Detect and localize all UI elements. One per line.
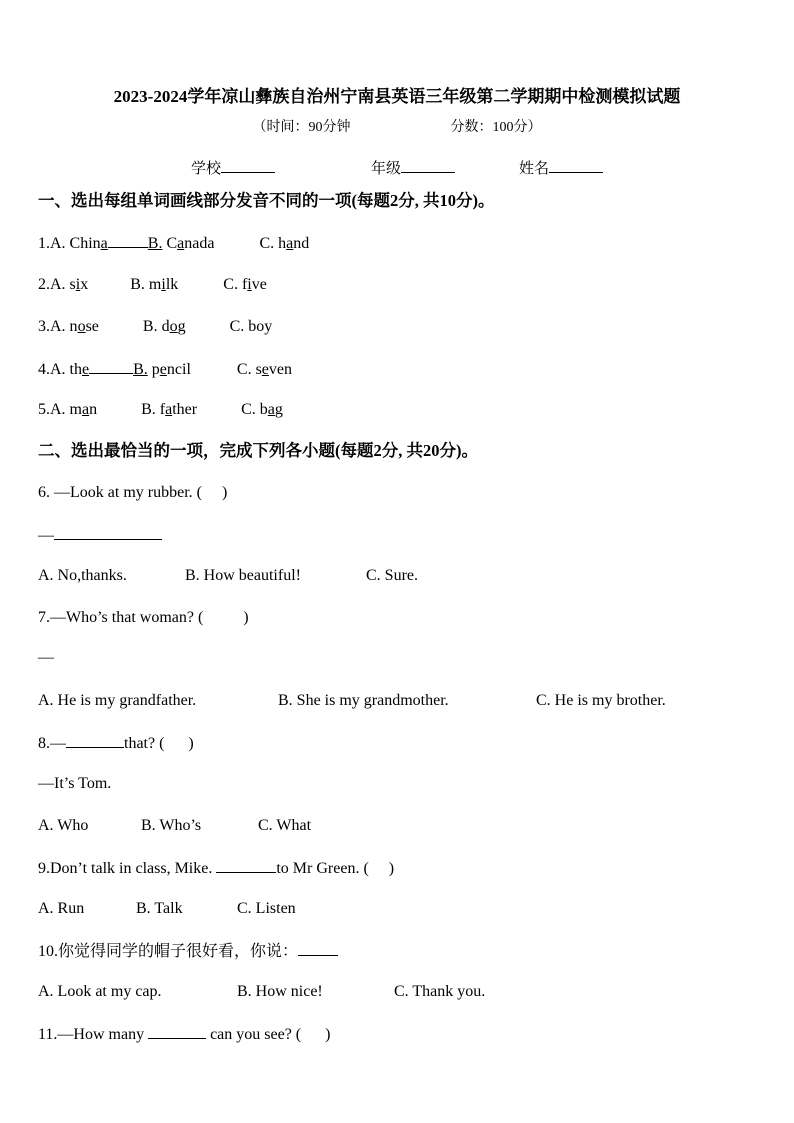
option-c[interactable]: C. Sure.: [366, 567, 418, 584]
exam-title: 2023-2024学年凉山彝族自治州宁南县英语三年级第二学期期中检测模拟试题: [113, 87, 681, 106]
question-5: 5.A. man B. father C. bag: [38, 401, 283, 418]
question-1: 1.A. China B. Canada C. hand: [38, 235, 310, 252]
section2-heading: 二、选出最恰当的一项，完成下列各小题(每题2分, 共20分)。: [38, 441, 478, 460]
total-score: 分数：100分）: [450, 120, 542, 135]
option-a[interactable]: A. No,thanks.: [38, 567, 127, 584]
question-4: 4.A. the B. pencil C. seven: [38, 361, 293, 378]
question-7-stem: 7.—Who’s that woman? ( ): [38, 609, 249, 626]
option-b[interactable]: B. How beautiful!: [185, 567, 301, 584]
student-info-fields: [0, 158, 794, 179]
option-b[interactable]: B. Who’s: [141, 817, 202, 834]
option-b[interactable]: B. Talk: [136, 900, 183, 917]
option-c[interactable]: C. Thank you.: [394, 983, 486, 1000]
answer-blank[interactable]: [66, 733, 124, 748]
grade-blank[interactable]: [401, 158, 455, 173]
question-7-options: [38, 691, 666, 711]
question-6-options: [38, 566, 418, 586]
option-a[interactable]: A. Run: [38, 900, 85, 917]
question-8-options: [38, 816, 311, 836]
question-9-stem: 9.Don’t talk in class, Mike. to Mr Green. ( ): [38, 860, 395, 877]
exam-subtitle: [0, 118, 794, 138]
question-6-stem: 6. —Look at my rubber. ( ): [38, 484, 228, 501]
question-9-options: [38, 899, 296, 919]
question-10-options: [38, 982, 485, 1002]
answer-blank[interactable]: [298, 941, 338, 956]
name-blank[interactable]: [549, 158, 603, 173]
question-8-stem: 8.— that? ( ): [38, 735, 194, 752]
answer-blank[interactable]: [54, 525, 162, 540]
section1-heading: 一、选出每组单词画线部分发音不同的一项(每题2分, 共10分)。: [38, 191, 495, 210]
question-3: 3.A. nose B. dog C. boy: [38, 318, 273, 335]
answer-blank[interactable]: [148, 1024, 206, 1039]
option-c[interactable]: C. Listen: [237, 900, 296, 917]
school-blank[interactable]: [221, 158, 275, 173]
question-7-answer-line: —: [38, 649, 54, 666]
question-10-stem: 10.你觉得同学的帽子很好看，你说：: [38, 941, 338, 962]
name-label: 姓名: [519, 161, 550, 177]
option-a[interactable]: A. Who: [38, 817, 89, 834]
answer-blank[interactable]: [216, 858, 276, 873]
time-limit: （时间：90分钟: [252, 120, 351, 135]
school-label: 学校: [190, 161, 221, 177]
option-c[interactable]: C. What: [258, 817, 312, 834]
option-a[interactable]: A. He is my grandfather.: [38, 692, 197, 709]
question-6-answer-line: —: [38, 525, 162, 546]
option-b[interactable]: B. How nice!: [237, 983, 323, 1000]
option-c[interactable]: C. He is my brother.: [536, 692, 666, 709]
question-8-reply: —It’s Tom.: [38, 775, 112, 792]
option-b[interactable]: B. She is my grandmother.: [278, 692, 449, 709]
question-11-stem: 11.—How many can you see? ( ): [38, 1026, 331, 1043]
question-2: 2.A. six B. milk C. five: [38, 276, 267, 293]
grade-label: 年级: [370, 161, 401, 177]
option-a[interactable]: A. Look at my cap.: [38, 983, 162, 1000]
